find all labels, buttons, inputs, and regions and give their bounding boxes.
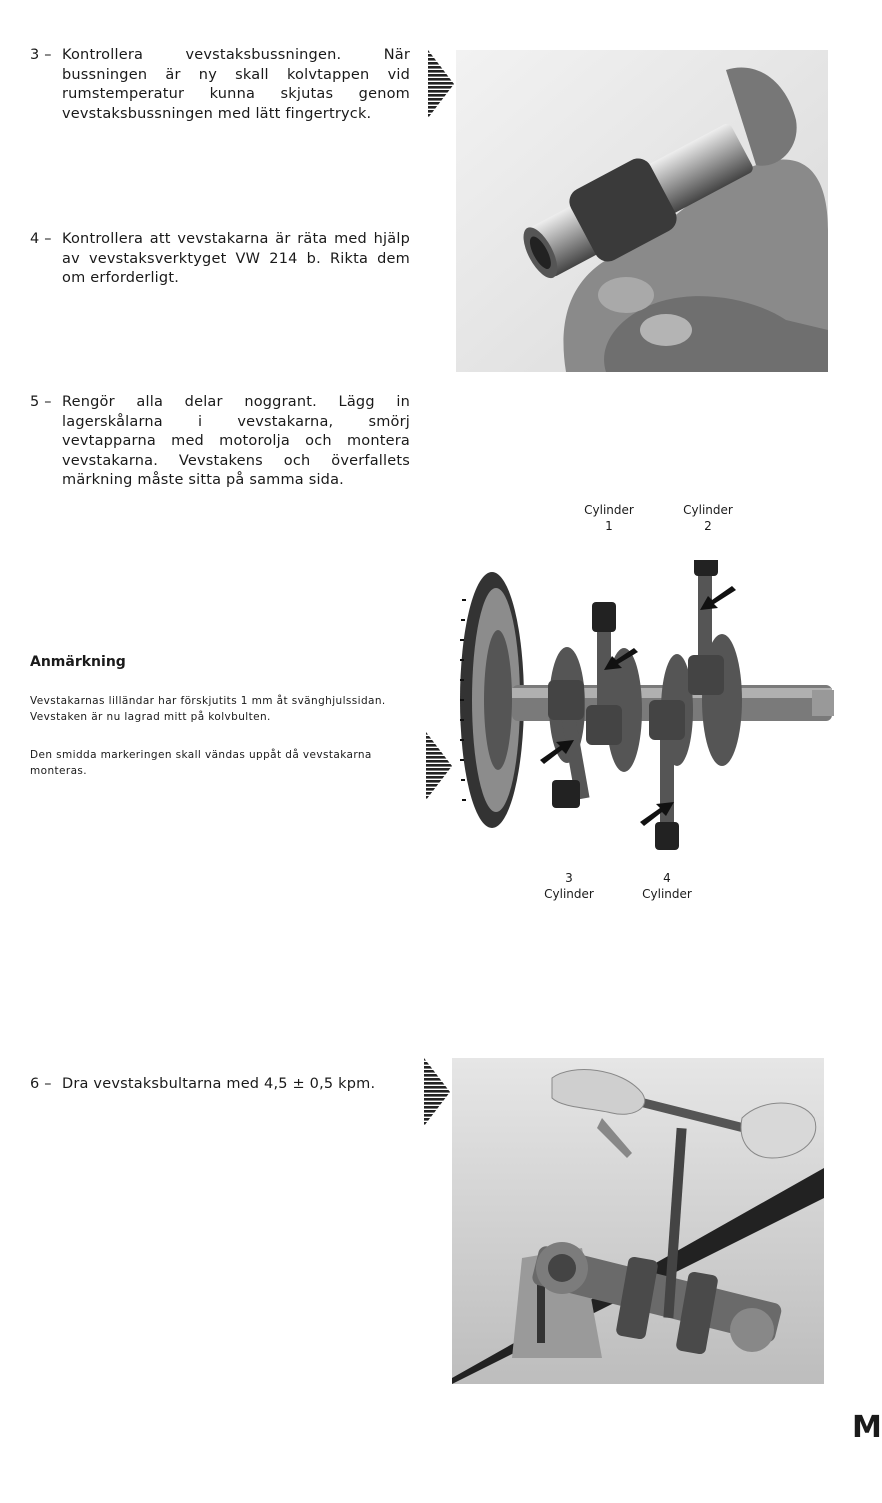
crankshaft-diagram — [452, 560, 837, 880]
cylinder-word: Cylinder — [584, 503, 634, 517]
cylinder-number: 1 — [605, 519, 613, 533]
note-paragraph-1: Vevstakarnas lilländar har förskjutits 1 mm åt svänghjulssidan. Vevstaken är nu lagrad mitt på kolvbulten. — [30, 695, 386, 723]
cylinder-number: 4 — [663, 871, 671, 885]
note-title: Anmärkning — [30, 654, 126, 670]
cylinder-word: Cylinder — [544, 887, 594, 901]
cylinder-4-label — [627, 870, 707, 902]
step-number: 4 – — [30, 231, 52, 247]
step-text: Kontrollera att vevstakarna är räta med hjälp av vevstaksverktyget VW 214 b. Rikta dem om erforderligt. — [62, 231, 410, 286]
step-text: Dra vevstaksbultarna med 4,5 ± 0,5 kpm. — [62, 1076, 376, 1092]
photo-bushing-check — [456, 50, 828, 372]
photo-torque-bolts — [452, 1058, 824, 1384]
page-section-letter: M — [852, 1410, 882, 1445]
step-5 — [30, 393, 410, 491]
step-text: Rengör alla delar noggrant. Lägg in lagerskålarna i vevstakarna, smörj vevtapparna med motorolja och montera vevstakarna. Vevstakens och överfallets märkning måste sitta på samma sida. — [62, 394, 410, 488]
step-4 — [30, 230, 410, 289]
pointer-triangle-icon — [424, 732, 452, 800]
pointer-triangle-icon — [422, 1058, 450, 1126]
cylinder-number: 3 — [565, 871, 573, 885]
step-6 — [30, 1075, 410, 1095]
cylinder-3-label — [529, 870, 609, 902]
cylinder-number: 2 — [704, 519, 712, 533]
cylinder-2-label — [668, 502, 748, 534]
cylinder-1-label — [569, 502, 649, 534]
step-number: 6 – — [30, 1076, 52, 1092]
note-paragraph-2: Den smidda markeringen skall vändas uppåt då vevstakarna monteras. — [30, 749, 372, 777]
step-text: Kontrollera vevstaksbussningen. När bussningen är ny skall kolvtappen vid rumstemperatur kunna skjutas genom vevstaksbussningen med lätt fingertryck. — [62, 47, 410, 122]
step-number: 3 – — [30, 47, 52, 63]
step-number: 5 – — [30, 394, 52, 410]
step-3 — [30, 46, 410, 124]
cylinder-word: Cylinder — [642, 887, 692, 901]
pointer-triangle-icon — [426, 50, 454, 118]
cylinder-word: Cylinder — [683, 503, 733, 517]
